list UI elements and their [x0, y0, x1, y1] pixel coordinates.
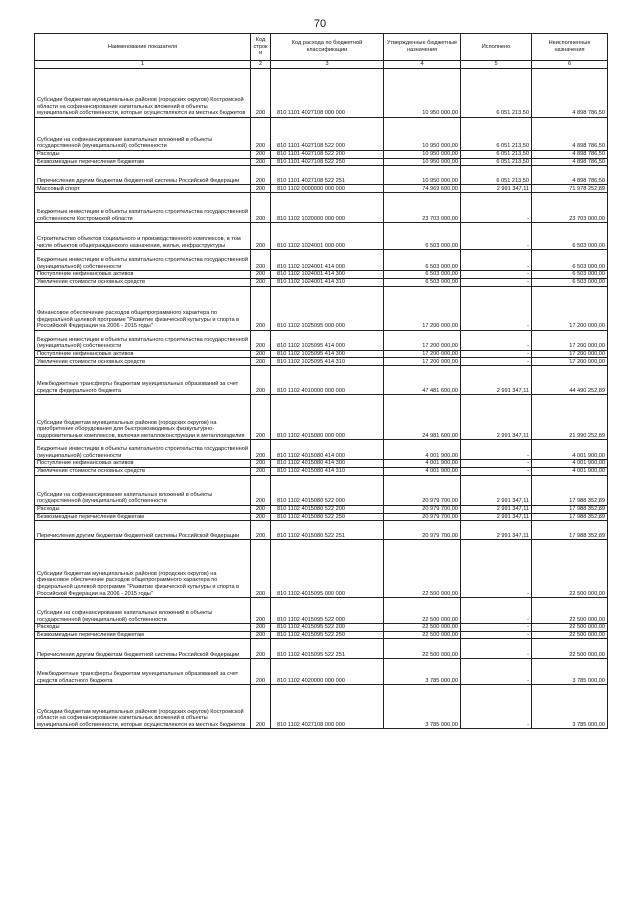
table-row [35, 330, 608, 350]
row-approved-cell: 10 950 000,00 [384, 69, 461, 118]
row-code-cell: 200 [251, 467, 271, 475]
header-classification: Код расхода по бюджетной классификации [271, 34, 384, 61]
row-executed-cell: - [461, 350, 532, 358]
row-executed-cell: - [461, 685, 532, 729]
row-classification-cell: 810 1102 4015095 000 000 [271, 540, 384, 598]
table-row [35, 639, 608, 659]
row-code-cell: 200 [251, 350, 271, 358]
row-code-cell: 200 [251, 513, 271, 521]
header-name: Наименование показателя [35, 34, 251, 61]
row-approved-cell: 4 001 900,00 [384, 440, 461, 460]
row-unexecuted-cell: 4 001 900,00 [532, 440, 608, 460]
row-executed-cell: - [461, 467, 532, 475]
row-name-cell: Безвозмездные перечисления бюджетам [35, 158, 251, 166]
row-executed-cell: - [461, 250, 532, 271]
row-unexecuted-cell: 17 988 352,89 [532, 475, 608, 505]
table-row [35, 151, 608, 159]
table-row [35, 158, 608, 166]
row-executed-cell: - [461, 631, 532, 639]
row-executed-cell: - [461, 271, 532, 279]
row-name-cell: Бюджетные инвестиции в объекты капитального строительства государственной (муниципальной) собственности [35, 250, 251, 271]
table-row [35, 366, 608, 395]
table-row [35, 598, 608, 624]
row-name-cell: Субсидии бюджетам муниципальных районов (городских округов) Костромской области на софинансирование капитальных вложений в объекты муниципальной собственности, которые осуществляются из местных бюджетов [35, 685, 251, 729]
row-code-cell: 200 [251, 475, 271, 505]
column-number: 2 [251, 61, 271, 69]
row-classification-cell: 810 1102 4015080 522 000 [271, 475, 384, 505]
row-code-cell: 200 [251, 395, 271, 440]
table-row [35, 250, 608, 271]
table-row [35, 624, 608, 632]
row-unexecuted-cell: 6 503 000,00 [532, 278, 608, 286]
row-classification-cell: 810 1101 4027108 522 200 [271, 151, 384, 159]
row-approved-cell: 47 481 600,00 [384, 366, 461, 395]
row-code-cell: 200 [251, 624, 271, 632]
row-name-cell: Расходы [35, 505, 251, 513]
row-unexecuted-cell: 22 500 000,00 [532, 639, 608, 659]
row-classification-cell: 810 1101 4027108 522 251 [271, 166, 384, 185]
table-row [35, 475, 608, 505]
row-approved-cell: 20 979 700,00 [384, 513, 461, 521]
row-unexecuted-cell: 3 785 000,00 [532, 685, 608, 729]
row-executed-cell: - [461, 598, 532, 624]
row-name-cell: Увеличение стоимости основных средств [35, 467, 251, 475]
row-name-cell: Поступление нефинансовых активов [35, 460, 251, 468]
header-code: Код строк и [251, 34, 271, 61]
row-name-cell: Межбюджетные трансферты бюджетам муниципальных образований за счет средств федерального бюджета [35, 366, 251, 395]
row-approved-cell: 4 001 900,00 [384, 467, 461, 475]
row-approved-cell: 22 500 000,00 [384, 598, 461, 624]
row-name-cell: Расходы [35, 624, 251, 632]
row-classification-cell: 810 1101 4027108 522 250 [271, 158, 384, 166]
row-code-cell: 200 [251, 166, 271, 185]
table-row [35, 358, 608, 366]
row-classification-cell: 810 1101 4027108 000 000 [271, 69, 384, 118]
row-executed-cell: 6 051 213,50 [461, 69, 532, 118]
row-unexecuted-cell: 17 200 000,00 [532, 286, 608, 330]
row-name-cell: Перечисления другим бюджетам бюджетной системы Российской Федерации [35, 166, 251, 185]
table-row [35, 521, 608, 540]
row-unexecuted-cell: 4 898 786,50 [532, 151, 608, 159]
row-name-cell: Субсидии бюджетам муниципальных районов (городских округов) Костромской области на софинансирование капитальных вложений в объекты муниципальной собственности, которые осуществляются из местных бюджетов [35, 69, 251, 118]
row-unexecuted-cell: 22 500 000,00 [532, 631, 608, 639]
row-name-cell: Перечисления другим бюджетам бюджетной системы Российской Федерации [35, 639, 251, 659]
row-code-cell: 200 [251, 158, 271, 166]
row-executed-cell: - [461, 358, 532, 366]
column-number: 3 [271, 61, 384, 69]
row-name-cell: Перечисления другим бюджетам бюджетной системы Российской Федерации [35, 521, 251, 540]
row-code-cell: 200 [251, 639, 271, 659]
row-executed-cell: - [461, 540, 532, 598]
row-name-cell: Субсидии на софинансирование капитальных вложений в объекты государственной (муниципальной) собственности [35, 598, 251, 624]
table-row [35, 185, 608, 193]
row-unexecuted-cell: 6 503 000,00 [532, 250, 608, 271]
row-approved-cell: 24 981 600,00 [384, 395, 461, 440]
row-unexecuted-cell: 4 898 786,50 [532, 166, 608, 185]
row-executed-cell: 2 991 347,11 [461, 185, 532, 193]
row-unexecuted-cell: 4 001 900,00 [532, 467, 608, 475]
row-unexecuted-cell: 6 503 000,00 [532, 271, 608, 279]
row-name-cell: Субсидии бюджетам муниципальных районов (городских округов) на финансовое обеспечение расходов общепрограммного характера по федеральной целевой программе "Развитие физической культуры и спорта в Российской Федерации на 2006 - 2015 годы" [35, 540, 251, 598]
row-code-cell: 200 [251, 278, 271, 286]
page-number: 70 [313, 18, 327, 30]
row-name-cell: Бюджетные инвестиции в объекты капитального строительства государственной собственности Костромской области [35, 193, 251, 223]
row-approved-cell: 6 503 000,00 [384, 278, 461, 286]
row-classification-cell: 810 1102 4015080 414 310 [271, 467, 384, 475]
row-unexecuted-cell: 17 988 352,89 [532, 513, 608, 521]
row-code-cell: 200 [251, 505, 271, 513]
row-name-cell: Бюджетные инвестиции в объекты капитального строительства государственной (муниципальной) собственности [35, 330, 251, 350]
row-executed-cell: 2 991 347,11 [461, 521, 532, 540]
row-name-cell: Безвозмездные перечисления бюджетам [35, 513, 251, 521]
row-executed-cell: 2 991 347,11 [461, 395, 532, 440]
row-classification-cell: 810 1102 1025095 000 000 [271, 286, 384, 330]
row-classification-cell: 810 1102 4015080 522 251 [271, 521, 384, 540]
row-code-cell: 200 [251, 185, 271, 193]
row-name-cell: Безвозмездные перечисления бюджетам [35, 631, 251, 639]
row-name-cell: Бюджетные инвестиции в объекты капитального строительства государственной (муниципальной) собственности [35, 440, 251, 460]
row-executed-cell: 6 051 213,50 [461, 118, 532, 151]
row-approved-cell: 23 703 000,00 [384, 193, 461, 223]
row-name-cell: Строительство объектов социального и производственного комплексов, в том числе объектов общегражданского назначения, жилья, инфраструктуры [35, 223, 251, 250]
row-unexecuted-cell: 23 703 000,00 [532, 193, 608, 223]
row-approved-cell: 17 200 000,00 [384, 330, 461, 350]
table-row [35, 659, 608, 685]
row-name-cell: Субсидии на софинансирование капитальных вложений в объекты государственной (муниципальной) собственности [35, 475, 251, 505]
row-name-cell: Субсидии на софинансирование капитальных вложений в объекты государственной (муниципальной) собственности [35, 118, 251, 151]
row-executed-cell: 2 991 347,11 [461, 505, 532, 513]
row-approved-cell: 4 001 900,00 [384, 460, 461, 468]
row-approved-cell: 17 200 000,00 [384, 350, 461, 358]
row-code-cell: 200 [251, 460, 271, 468]
row-approved-cell: 10 950 000,00 [384, 166, 461, 185]
table-row [35, 467, 608, 475]
table-row [35, 513, 608, 521]
row-classification-cell: 810 1102 4015095 522 000 [271, 598, 384, 624]
column-number: 1 [35, 61, 251, 69]
row-classification-cell: 810 1102 4015080 414 000 [271, 440, 384, 460]
row-unexecuted-cell: 22 500 000,00 [532, 598, 608, 624]
row-approved-cell: 6 503 000,00 [384, 271, 461, 279]
row-code-cell: 200 [251, 69, 271, 118]
row-executed-cell: 6 051 213,50 [461, 166, 532, 185]
row-unexecuted-cell: 17 988 352,89 [532, 521, 608, 540]
row-classification-cell: 810 1102 4015080 414 300 [271, 460, 384, 468]
row-unexecuted-cell: 17 200 000,00 [532, 330, 608, 350]
column-number-row [35, 61, 608, 69]
row-approved-cell: 20 979 700,00 [384, 505, 461, 513]
row-name-cell: Субсидии бюджетам муниципальных районов (городских округов) на приобретение оборудования для быстровозводимых физкультурно-оздоровительных комплексов, включая металлоконструкции и металлоизделия [35, 395, 251, 440]
row-unexecuted-cell: 4 001 900,00 [532, 460, 608, 468]
row-classification-cell: 810 1102 0000000 000 000 [271, 185, 384, 193]
row-code-cell: 200 [251, 223, 271, 250]
column-number: 5 [461, 61, 532, 69]
row-classification-cell: 810 1102 1025095 414 310 [271, 358, 384, 366]
table-row [35, 440, 608, 460]
table-row [35, 685, 608, 729]
row-approved-cell: 17 200 000,00 [384, 358, 461, 366]
row-code-cell: 200 [251, 193, 271, 223]
row-code-cell: 200 [251, 286, 271, 330]
row-executed-cell: 2 991 347,11 [461, 475, 532, 505]
row-classification-cell: 810 1102 4015080 522 200 [271, 505, 384, 513]
table-row [35, 193, 608, 223]
row-approved-cell: 20 979 700,00 [384, 521, 461, 540]
row-classification-cell: 810 1102 1024001 000 000 [271, 223, 384, 250]
row-approved-cell: 3 785 000,00 [384, 685, 461, 729]
row-approved-cell: 22 500 000,00 [384, 631, 461, 639]
row-approved-cell: 10 950 000,00 [384, 118, 461, 151]
row-approved-cell: 6 503 000,00 [384, 250, 461, 271]
row-classification-cell: 810 1102 1024001 414 310 [271, 278, 384, 286]
row-unexecuted-cell: 6 503 000,00 [532, 223, 608, 250]
row-classification-cell: 810 1102 4015080 000 000 [271, 395, 384, 440]
row-classification-cell: 810 1102 1025095 414 300 [271, 350, 384, 358]
header-unexecuted: Неисполненные назначения [532, 34, 608, 61]
row-code-cell: 200 [251, 440, 271, 460]
row-classification-cell: 810 1102 4027108 000 000 [271, 685, 384, 729]
header-approved: Утвержденные бюджетные назначения [384, 34, 461, 61]
table-row [35, 631, 608, 639]
row-executed-cell: - [461, 278, 532, 286]
row-name-cell: Массовый спорт [35, 185, 251, 193]
row-executed-cell: - [461, 193, 532, 223]
row-approved-cell: 10 950 000,00 [384, 158, 461, 166]
row-code-cell: 200 [251, 598, 271, 624]
row-classification-cell: 810 1102 4020000 000 000 [271, 659, 384, 685]
row-name-cell: Финансовое обеспечение расходов общепрограммного характера по федеральной целевой программе "Развитие физической культуры и спорта в Российской Федерации на 2006 - 2015 годы" [35, 286, 251, 330]
table-row [35, 166, 608, 185]
row-code-cell: 200 [251, 151, 271, 159]
row-unexecuted-cell: 4 898 786,50 [532, 118, 608, 151]
table-body [35, 69, 608, 729]
row-name-cell: Поступление нефинансовых активов [35, 350, 251, 358]
row-unexecuted-cell: 4 898 786,50 [532, 69, 608, 118]
row-code-cell: 200 [251, 358, 271, 366]
row-name-cell: Увеличение стоимости основных средств [35, 278, 251, 286]
row-classification-cell: 810 1102 1024001 414 300 [271, 271, 384, 279]
row-name-cell: Увеличение стоимости основных средств [35, 358, 251, 366]
row-approved-cell: 3 785 000,00 [384, 659, 461, 685]
row-code-cell: 200 [251, 540, 271, 598]
row-code-cell: 200 [251, 330, 271, 350]
table-row [35, 69, 608, 118]
row-approved-cell: 22 500 000,00 [384, 639, 461, 659]
column-number: 6 [532, 61, 608, 69]
table-row [35, 395, 608, 440]
table-row [35, 460, 608, 468]
row-unexecuted-cell: 17 988 352,89 [532, 505, 608, 513]
table-row [35, 350, 608, 358]
row-code-cell: 200 [251, 366, 271, 395]
row-unexecuted-cell: 44 490 252,89 [532, 366, 608, 395]
row-executed-cell: 2 991 347,11 [461, 513, 532, 521]
row-unexecuted-cell: 22 500 000,00 [532, 540, 608, 598]
table-row [35, 278, 608, 286]
row-approved-cell: 22 500 000,00 [384, 624, 461, 632]
table-row [35, 271, 608, 279]
row-unexecuted-cell: 22 500 000,00 [532, 624, 608, 632]
table-row [35, 505, 608, 513]
row-classification-cell: 810 1102 4010000 000 000 [271, 366, 384, 395]
row-classification-cell: 810 1102 4015095 522 250 [271, 631, 384, 639]
row-executed-cell: - [461, 659, 532, 685]
row-unexecuted-cell: 71 978 252,89 [532, 185, 608, 193]
budget-report-table [34, 33, 608, 729]
row-code-cell: 200 [251, 521, 271, 540]
row-unexecuted-cell: 17 200 000,00 [532, 350, 608, 358]
row-approved-cell: 74 969 600,00 [384, 185, 461, 193]
row-executed-cell: - [461, 330, 532, 350]
row-executed-cell: 2 991 347,11 [461, 366, 532, 395]
row-name-cell: Межбюджетные трансферты бюджетам муниципальных образований за счет средств областного бюджета [35, 659, 251, 685]
row-executed-cell: - [461, 460, 532, 468]
table-row [35, 223, 608, 250]
row-executed-cell: 6 051 213,50 [461, 151, 532, 159]
row-approved-cell: 22 500 000,00 [384, 540, 461, 598]
row-classification-cell: 810 1102 4015095 522 251 [271, 639, 384, 659]
row-classification-cell: 810 1102 1020000 000 000 [271, 193, 384, 223]
row-executed-cell: - [461, 223, 532, 250]
row-code-cell: 200 [251, 250, 271, 271]
row-executed-cell: 6 051 213,50 [461, 158, 532, 166]
row-code-cell: 200 [251, 659, 271, 685]
row-name-cell: Поступление нефинансовых активов [35, 271, 251, 279]
row-unexecuted-cell: 3 785 000,00 [532, 659, 608, 685]
row-executed-cell: - [461, 624, 532, 632]
row-approved-cell: 17 200 000,00 [384, 286, 461, 330]
table-header-row [35, 34, 608, 61]
row-classification-cell: 810 1102 1025095 414 000 [271, 330, 384, 350]
row-code-cell: 200 [251, 271, 271, 279]
row-executed-cell: - [461, 286, 532, 330]
row-approved-cell: 20 979 700,00 [384, 475, 461, 505]
row-executed-cell: - [461, 639, 532, 659]
row-code-cell: 200 [251, 685, 271, 729]
table-row [35, 286, 608, 330]
row-code-cell: 200 [251, 118, 271, 151]
row-approved-cell: 10 950 000,00 [384, 151, 461, 159]
row-unexecuted-cell: 17 200 000,00 [532, 358, 608, 366]
row-executed-cell: - [461, 440, 532, 460]
row-code-cell: 200 [251, 631, 271, 639]
row-classification-cell: 810 1101 4027108 522 000 [271, 118, 384, 151]
row-classification-cell: 810 1102 1024001 414 000 [271, 250, 384, 271]
header-executed: Исполнено [461, 34, 532, 61]
row-unexecuted-cell: 4 898 786,50 [532, 158, 608, 166]
table-row [35, 540, 608, 598]
column-number: 4 [384, 61, 461, 69]
row-classification-cell: 810 1102 4015080 522 250 [271, 513, 384, 521]
row-approved-cell: 6 503 000,00 [384, 223, 461, 250]
row-unexecuted-cell: 21 990 252,89 [532, 395, 608, 440]
row-name-cell: Расходы [35, 151, 251, 159]
row-classification-cell: 810 1102 4015095 522 200 [271, 624, 384, 632]
table-row [35, 118, 608, 151]
